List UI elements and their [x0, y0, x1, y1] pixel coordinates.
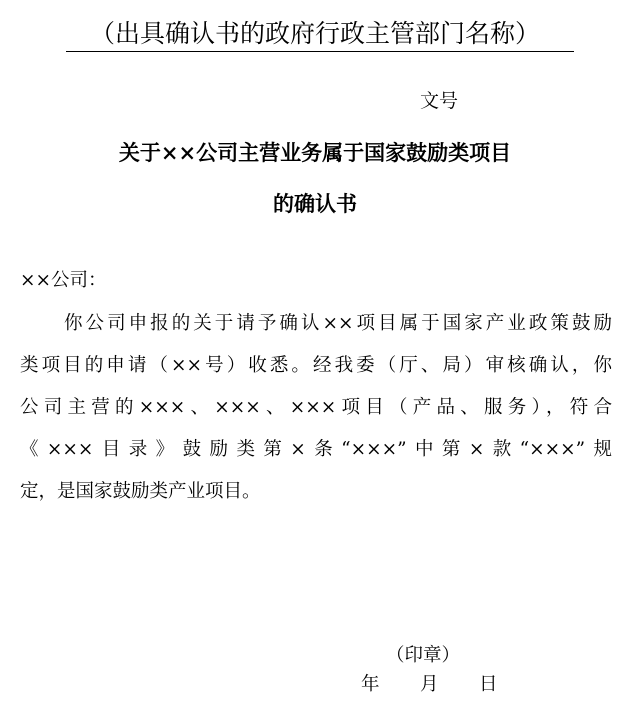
salutation: ××公司：: [20, 270, 107, 291]
document-title-line-1: 关于××公司主营业务属于国家鼓励类项目: [118, 140, 512, 165]
body-text-line: 你公司申报的关于请予确认××项目属于国家产业政策鼓励: [64, 313, 612, 334]
document-number-label: 文号: [420, 90, 459, 112]
body-text-line: 《×××目录》鼓励类第×条“×××”中第×款“×××”规: [20, 439, 612, 460]
body-text-line: 公司主营的×××、×××、×××项目（产品、服务），符合: [20, 397, 612, 418]
date-year-label: 年: [361, 674, 380, 695]
issuing-authority-placeholder: （出具确认书的政府行政主管部门名称）: [89, 19, 540, 48]
date-month-label: 月: [420, 674, 439, 695]
authority-underline: [66, 51, 574, 52]
seal-placeholder: （印章）: [386, 645, 461, 666]
date-day-label: 日: [479, 674, 498, 695]
document-title-line-2: 的确认书: [273, 191, 357, 216]
body-text-line: 定，是国家鼓励类产业项目。: [20, 481, 261, 502]
body-text-line: 类项目的申请（××号）收悉。经我委（厅、局）审核确认，你: [20, 355, 612, 376]
